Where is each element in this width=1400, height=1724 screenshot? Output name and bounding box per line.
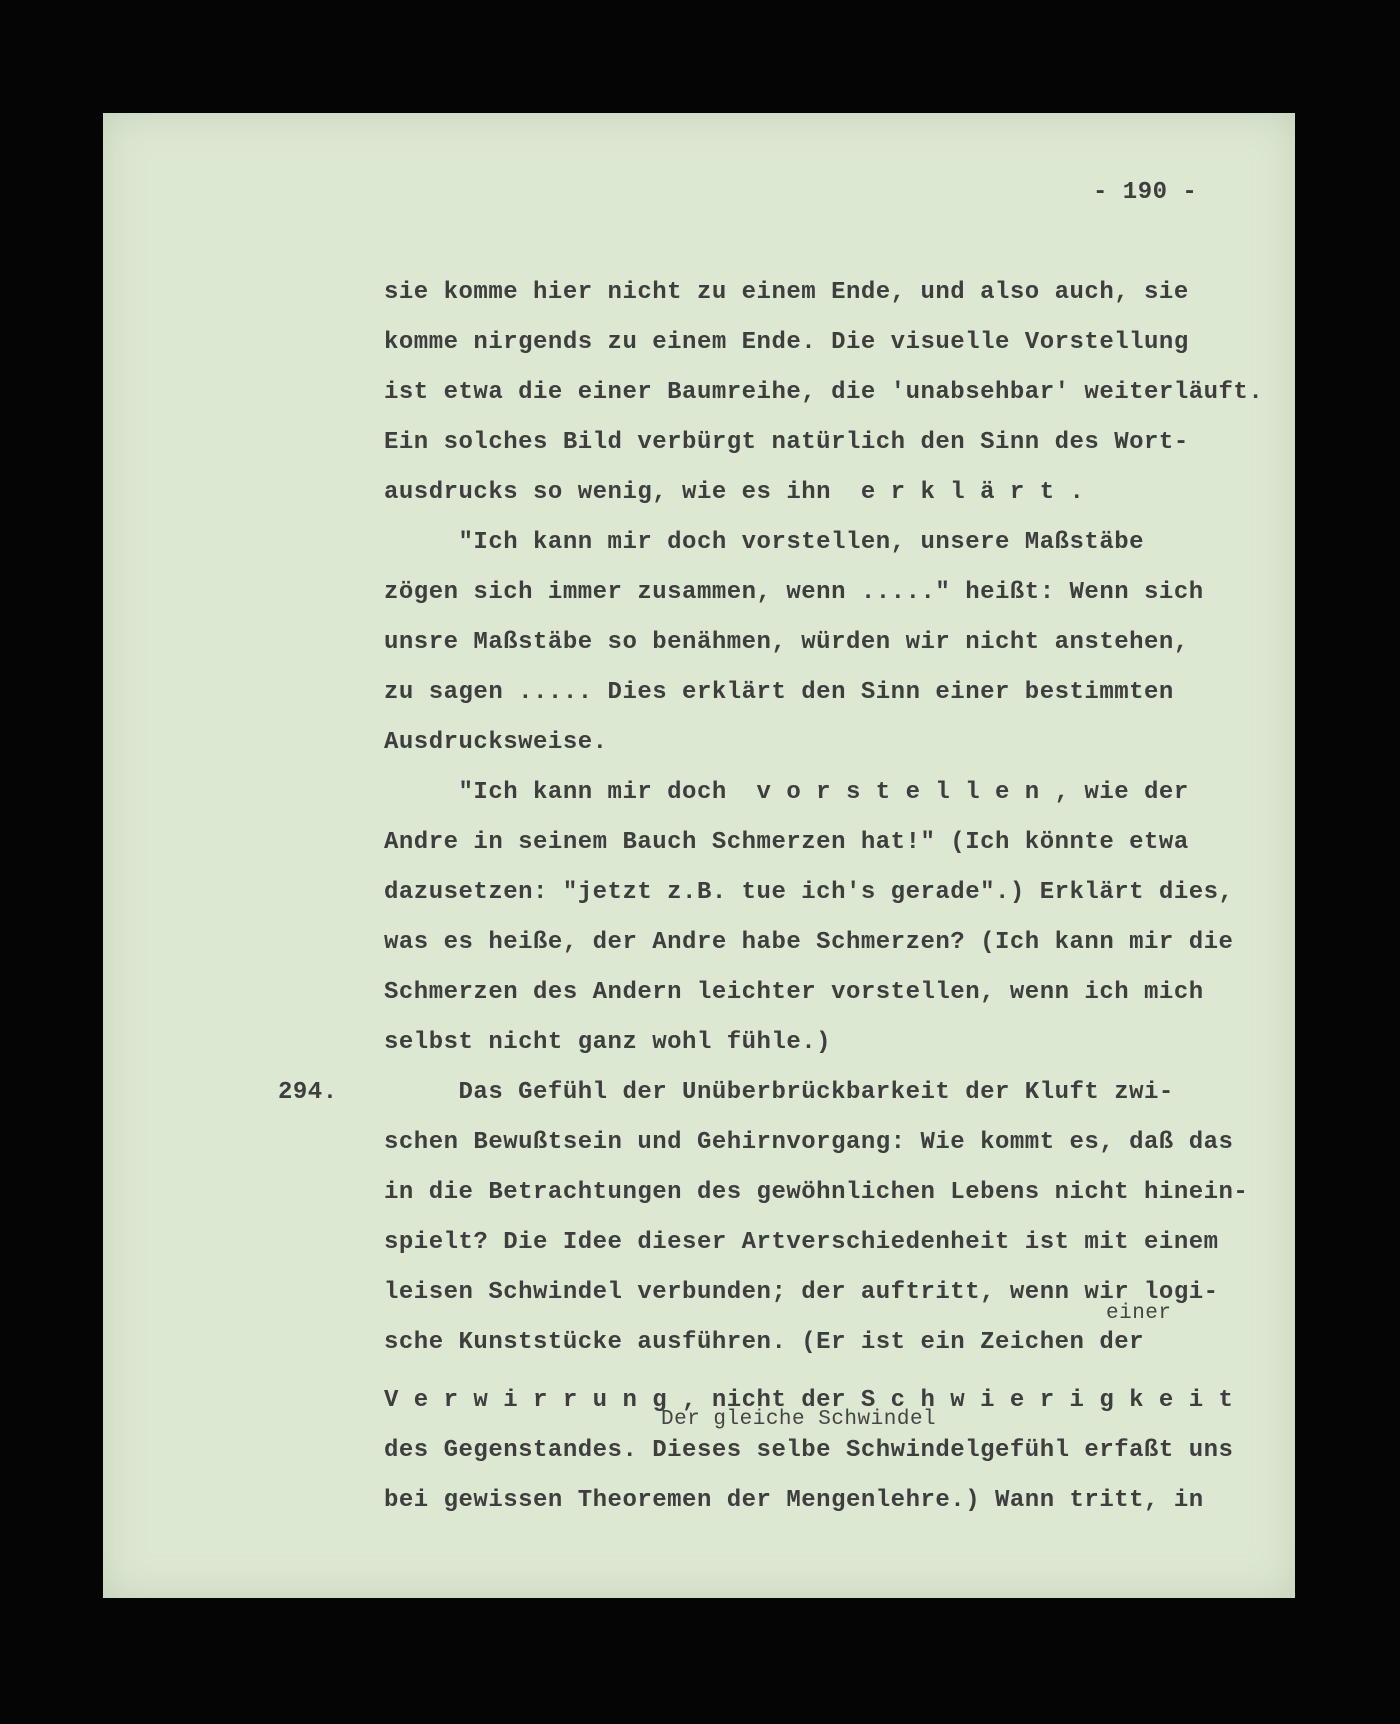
text-line: Ausdrucksweise. — [384, 729, 608, 756]
interlinear-insert: Der gleiche Schwindel — [661, 1408, 937, 1431]
text-line: komme nirgends zu einem Ende. Die visuelle Vorstellung — [384, 329, 1189, 356]
text-line: sie komme hier nicht zu einem Ende, und also auch, sie — [384, 279, 1189, 306]
text-line: "Ich kann mir doch vorstellen, unsere Maßstäbe — [384, 529, 1145, 556]
text-line: sche Kunststücke ausführen. (Er ist ein Zeichen der — [384, 1329, 1145, 1356]
text-line: des Gegenstandes. Dieses selbe Schwindelgefühl erfaßt uns — [384, 1437, 1234, 1464]
text-line: Das Gefühl der Unüberbrückbarkeit der Kluft zwi- — [384, 1079, 1174, 1106]
section-number: 294. — [278, 1079, 338, 1106]
text-line: "Ich kann mir doch v o r s t e l l e n , wie der — [384, 779, 1189, 806]
text-line: zögen sich immer zusammen, wenn ....." heißt: Wenn sich — [384, 579, 1204, 606]
text-line: dazusetzen: "jetzt z.B. tue ich's gerade".) Erklärt dies, — [384, 879, 1234, 906]
document-page — [103, 113, 1295, 1598]
text-line: spielt? Die Idee dieser Artverschiedenheit ist mit einem — [384, 1229, 1219, 1256]
interlinear-insert: einer — [1106, 1302, 1172, 1325]
text-line: Ein solches Bild verbürgt natürlich den Sinn des Wort- — [384, 429, 1189, 456]
text-line: was es heiße, der Andre habe Schmerzen? (Ich kann mir die — [384, 929, 1234, 956]
text-line: unsre Maßstäbe so benähmen, würden wir nicht anstehen, — [384, 629, 1189, 656]
text-line: ist etwa die einer Baumreihe, die 'unabsehbar' weiterläuft. — [384, 379, 1264, 406]
text-line: ausdrucks so wenig, wie es ihn e r k l ä r t . — [384, 479, 1085, 506]
text-line: leisen Schwindel verbunden; der auftritt, wenn wir logi- — [384, 1279, 1219, 1306]
text-line: in die Betrachtungen des gewöhnlichen Lebens nicht hinein- — [384, 1179, 1249, 1206]
text-line: schen Bewußtsein und Gehirnvorgang: Wie kommt es, daß das — [384, 1129, 1234, 1156]
text-line: Schmerzen des Andern leichter vorstellen, wenn ich mich — [384, 979, 1204, 1006]
text-line: Andre in seinem Bauch Schmerzen hat!" (Ich könnte etwa — [384, 829, 1189, 856]
text-line: bei gewissen Theoremen der Mengenlehre.) Wann tritt, in — [384, 1487, 1204, 1514]
page-number: - 190 - — [1093, 179, 1198, 206]
text-line: selbst nicht ganz wohl fühle.) — [384, 1029, 832, 1056]
text-line: zu sagen ..... Dies erklärt den Sinn einer bestimmten — [384, 679, 1174, 706]
text-line: V e r w i r r u n g , nicht der S c h w i e r i g k e i t — [384, 1387, 1234, 1414]
